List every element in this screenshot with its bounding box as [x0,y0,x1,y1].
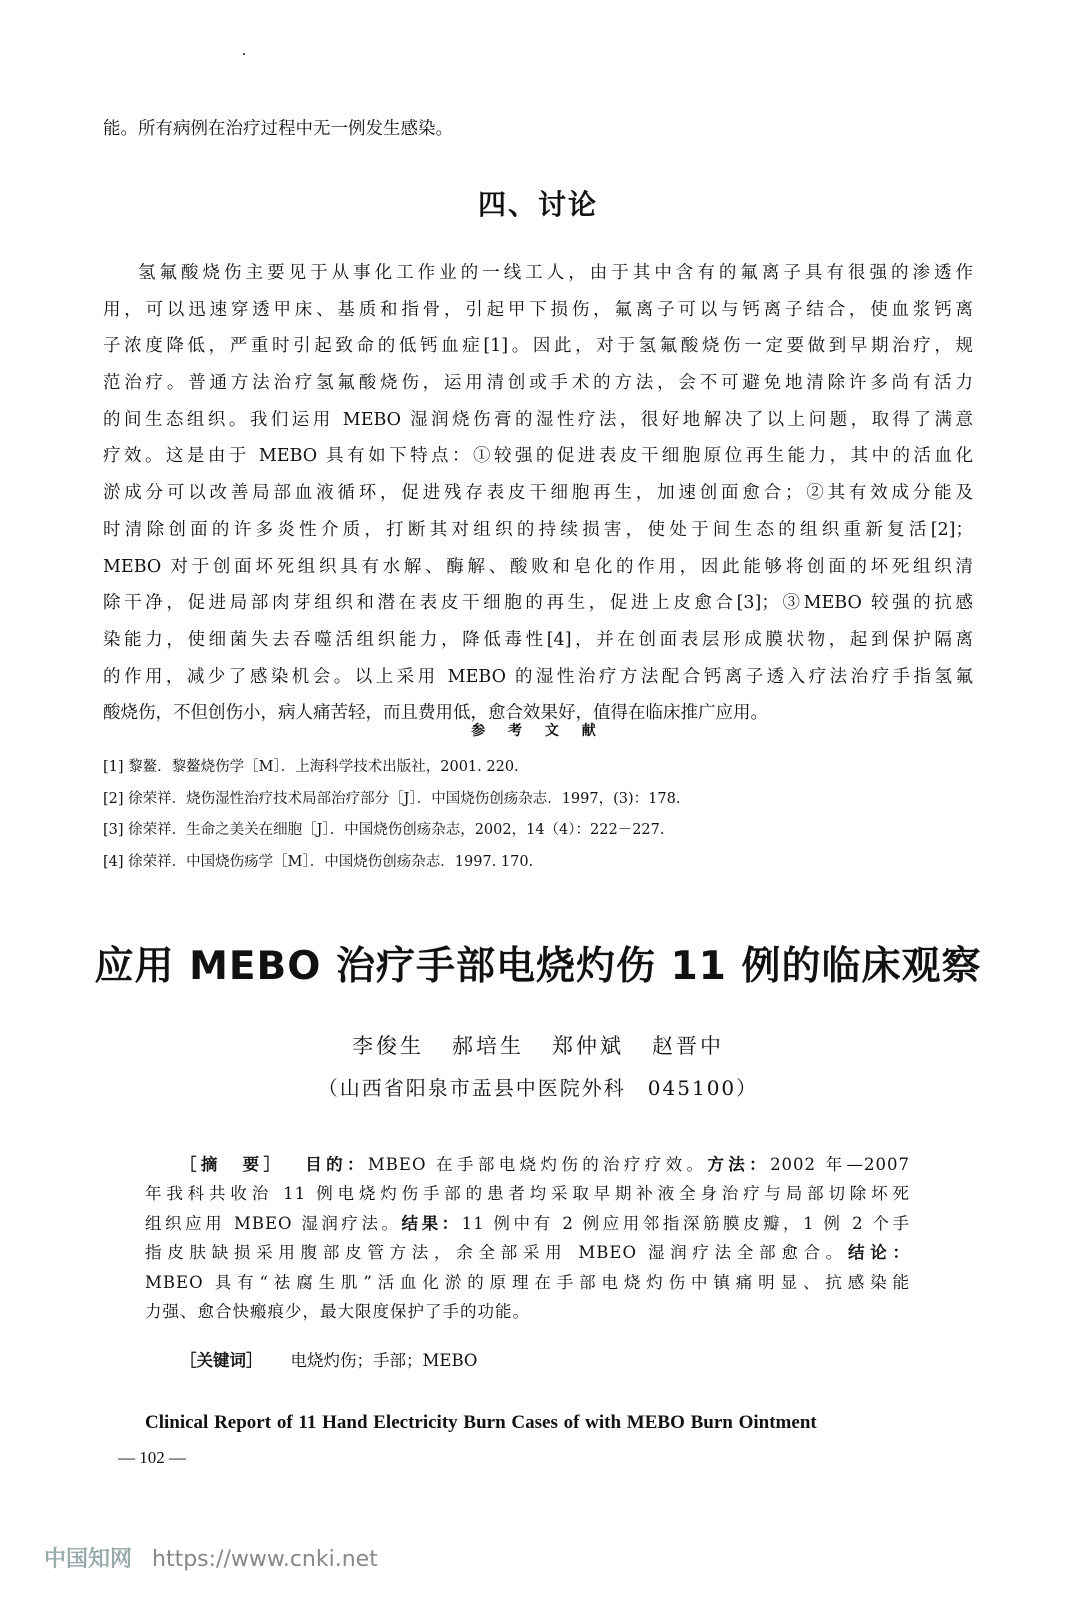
discussion-line: MEBO 对于创面坏死组织具有水解、酶解、酸败和皂化的作用，因此能够将创面的坏死组织清 [103,556,973,577]
objective-label: 目的： [301,1155,368,1174]
discussion-line: 除干净，促进局部肉芽组织和潜在表皮干细胞的再生，促进上皮愈合[3]；③MEBO 较强的抗感 [103,593,973,614]
abstract-line [145,1238,910,1267]
keywords-text: 电烧灼伤；手部；MEBO [290,1351,478,1370]
references-list [103,752,680,878]
result-label: 结果： [401,1213,462,1233]
discussion-line: 疗效。这是由于 MEBO 具有如下特点：①较强的促进表皮干细胞原位再生能力，其中的活血化 [103,446,973,467]
references-heading: 参 考 文 献 [471,723,605,739]
objective-text: MBEO 在手部电烧灼伤的治疗疗效。 [367,1155,708,1174]
conclusion-label: 结论： [848,1243,910,1263]
reference-item: [4] 徐荣祥．中国烧伤疡学［M］．中国烧伤创疡杂志．1997. 170. [103,853,534,870]
discussion-line: 子浓度降低，严重时引起致命的低钙血症[1]。因此，对于氢氟酸烧伤一定要做到早期治疗，规 [103,336,973,357]
keywords [180,1349,477,1373]
previous-paragraph-tail: 能。所有病例在治疗过程中无一例发生感染。 [103,119,453,139]
author-name: 郑仲斌 [552,1034,624,1058]
english-title: Clinical Report of 11 Hand Electricity Burn Cases of with MEBO Burn Ointment [145,1412,817,1433]
watermark-url: https://www.cnki.net [152,1547,378,1572]
watermark-brand: 中国知网 [44,1547,133,1572]
discussion-line: 淤成分可以改善局部血液循环，促进残存表皮干细胞再生，加速创面愈合；②其有效成分能及 [103,483,973,504]
keywords-label: ［关键词］ [180,1351,263,1370]
section-title: 四、讨论 [477,188,598,221]
discussion-line: 染能力，使细菌失去吞噬活组织能力，降低毒性[4]，并在创面表层形成膜状物，起到保护隔离 [103,629,973,650]
article-title: 应用 MEBO 治疗手部电烧灼伤 11 例的临床观察 [94,944,982,989]
abstract-line [145,1150,910,1179]
result-text-end: 指皮肤缺损采用腹部皮管方法，余全部采用 MBEO 湿润疗法全部愈合。 [145,1243,849,1263]
page-number: — 102 — [118,1448,186,1467]
discussion-line: 时清除创面的许多炎性介质，打断其对组织的持续损害，使处于间生态的组织重新复活[2]； [103,519,973,540]
reference-item: [2] 徐荣祥．烧伤湿性治疗技术局部治疗部分［J］．中国烧伤创疡杂志．1997，(3)：178. [103,790,681,807]
result-text: 11 例中有 2 例应用邻指深筋膜皮瓣，1 例 2 个手 [461,1213,910,1233]
cnki-watermark [44,1542,378,1573]
author-name: 赵晋中 [652,1034,724,1058]
method-text-start: 2002 年—2007 [770,1155,911,1174]
abstract-line: 力强、愈合快瘢痕少，最大限度保护了手的功能。 [145,1301,530,1321]
abstract-line [145,1209,910,1238]
scan-speck [243,53,245,55]
discussion-line: 氢氟酸烧伤主要见于从事化工作业的一线工人，由于其中含有的氟离子具有很强的渗透作 [138,263,973,283]
discussion-paragraph [103,255,973,732]
discussion-line: 用，可以迅速穿透甲床、基质和指骨，引起甲下损伤，氟离子可以与钙离子结合，使血浆钙离 [103,299,973,320]
reference-item: [3] 徐荣祥．生命之美关在细胞［J］．中国烧伤创疡杂志，2002，14（4）：222－227. [103,822,665,838]
discussion-line: 范治疗。普通方法治疗氢氟酸烧伤，运用清创或手术的方法，会不可避免地清除许多尚有活力 [103,373,973,394]
author-name: 李俊生 [352,1034,424,1058]
method-text-end: 组织应用 MBEO 湿润疗法。 [145,1213,402,1233]
abstract-line: MBEO 具有“祛腐生肌”活血化淤的原理在手部电烧灼伤中镇痛明显、抗感染能 [145,1272,910,1292]
author-affiliation: （山西省阳泉市盂县中医院外科 045100） [317,1076,759,1100]
author-list [0,1030,1076,1060]
author-name: 郝培生 [452,1034,524,1058]
discussion-line: 的间生态组织。我们运用 MEBO 湿润烧伤膏的湿性疗法，很好地解决了以上问题，取得了满意 [103,409,973,430]
reference-item: [1] 黎鳌．黎鳌烧伤学［M］．上海科学技术出版社，2001. 220. [103,759,519,775]
method-label: 方法： [707,1155,771,1174]
discussion-line: 的作用，减少了感染机会。以上采用 MEBO 的湿性治疗方法配合钙离子透入疗法治疗手指氢氟 [103,666,973,687]
discussion-line: 酸烧伤，不但创伤小，病人痛苦轻，而且费用低，愈合效果好，值得在临床推广应用。 [103,703,768,724]
abstract-label: ［摘 要］ [180,1155,285,1174]
abstract [145,1150,910,1326]
abstract-line: 年我科共收治 11 例电烧灼伤手部的患者均采取早期补液全身治疗与局部切除坏死 [145,1184,910,1204]
